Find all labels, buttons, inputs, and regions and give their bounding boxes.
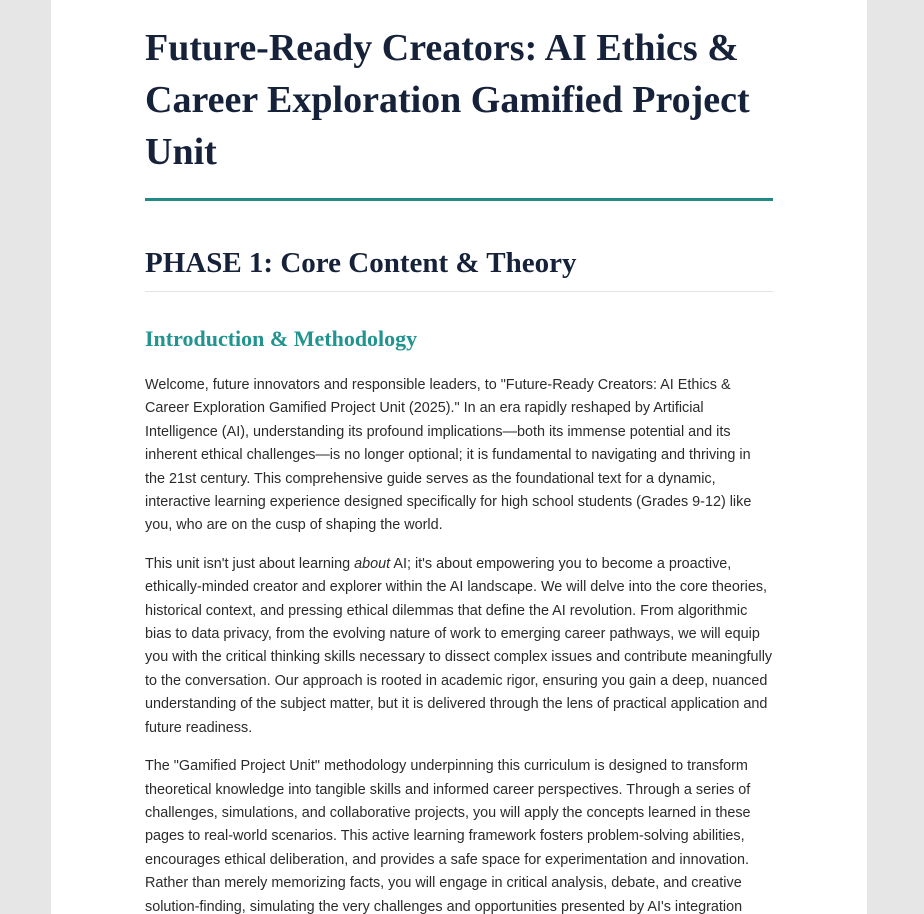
paragraph-2-text-after: AI; it's about empowering you to become a proactive, ethically-minded creator and explorer within the AI landscape. We will delve into the core theories, historical context, and pressing ethical dilemmas that define the AI revolution. From algorithmic bias to data privacy, from the evolving nature of work to emerging career pathways, we will equip you with the critical thinking skills necessary to dissect complex issues and contribute meaningfully to the conversation. Our approach is rooted in academic rigor, ensuring you gain a deep, nuanced understanding of the subject matter, but it is delivered through the lens of practical application and future readiness. [145,555,773,736]
intro-paragraph-1: Welcome, future innovators and responsible leaders, to "Future-Ready Creators: AI Ethics & Career Exploration Gamified Project Unit (2025)." In an era rapidly reshaped by Artificial Intelligence (AI), understanding its profound implications—both its immense potential and its inherent ethical challenges—is no longer optional; it is fundamental to navigating and thriving in the 21st century. This comprehensive guide serves as the foundational text for a dynamic, interactive learning experience designed specifically for high school students (Grades 9-12) like you, who are on the cusp of shaping the world. [145,377,752,534]
document-page [51,0,867,914]
section-heading: Introduction & Methodology [145,326,418,351]
paragraph-2-emphasis: about [354,555,391,572]
document-title: Future-Ready Creators: AI Ethics & Career Exploration Gamified Project Unit [145,22,773,201]
intro-paragraph-3: The "Gamified Project Unit" methodology underpinning this curriculum is designed to transform theoretical knowledge into tangible skills and informed career perspectives. Through a series of challenges, simulations, and collaborative projects, you will apply the concepts learned in these pages to real-world scenarios. This active learning framework fosters problem-solving abilities, encourages ethical deliberation, and provides a safe space for experimentation and innovation. Rather than merely memorizing facts, you will engage in critical analysis, debate, and creative solution-finding, simulating the very challenges and opportunities presented by AI's integration [145,758,751,914]
document-content [145,0,773,914]
paragraph-2-text-before: This unit isn't just about learning [145,555,355,572]
intro-paragraph-2 [145,553,773,740]
phase-heading: PHASE 1: Core Content & Theory [145,245,773,292]
